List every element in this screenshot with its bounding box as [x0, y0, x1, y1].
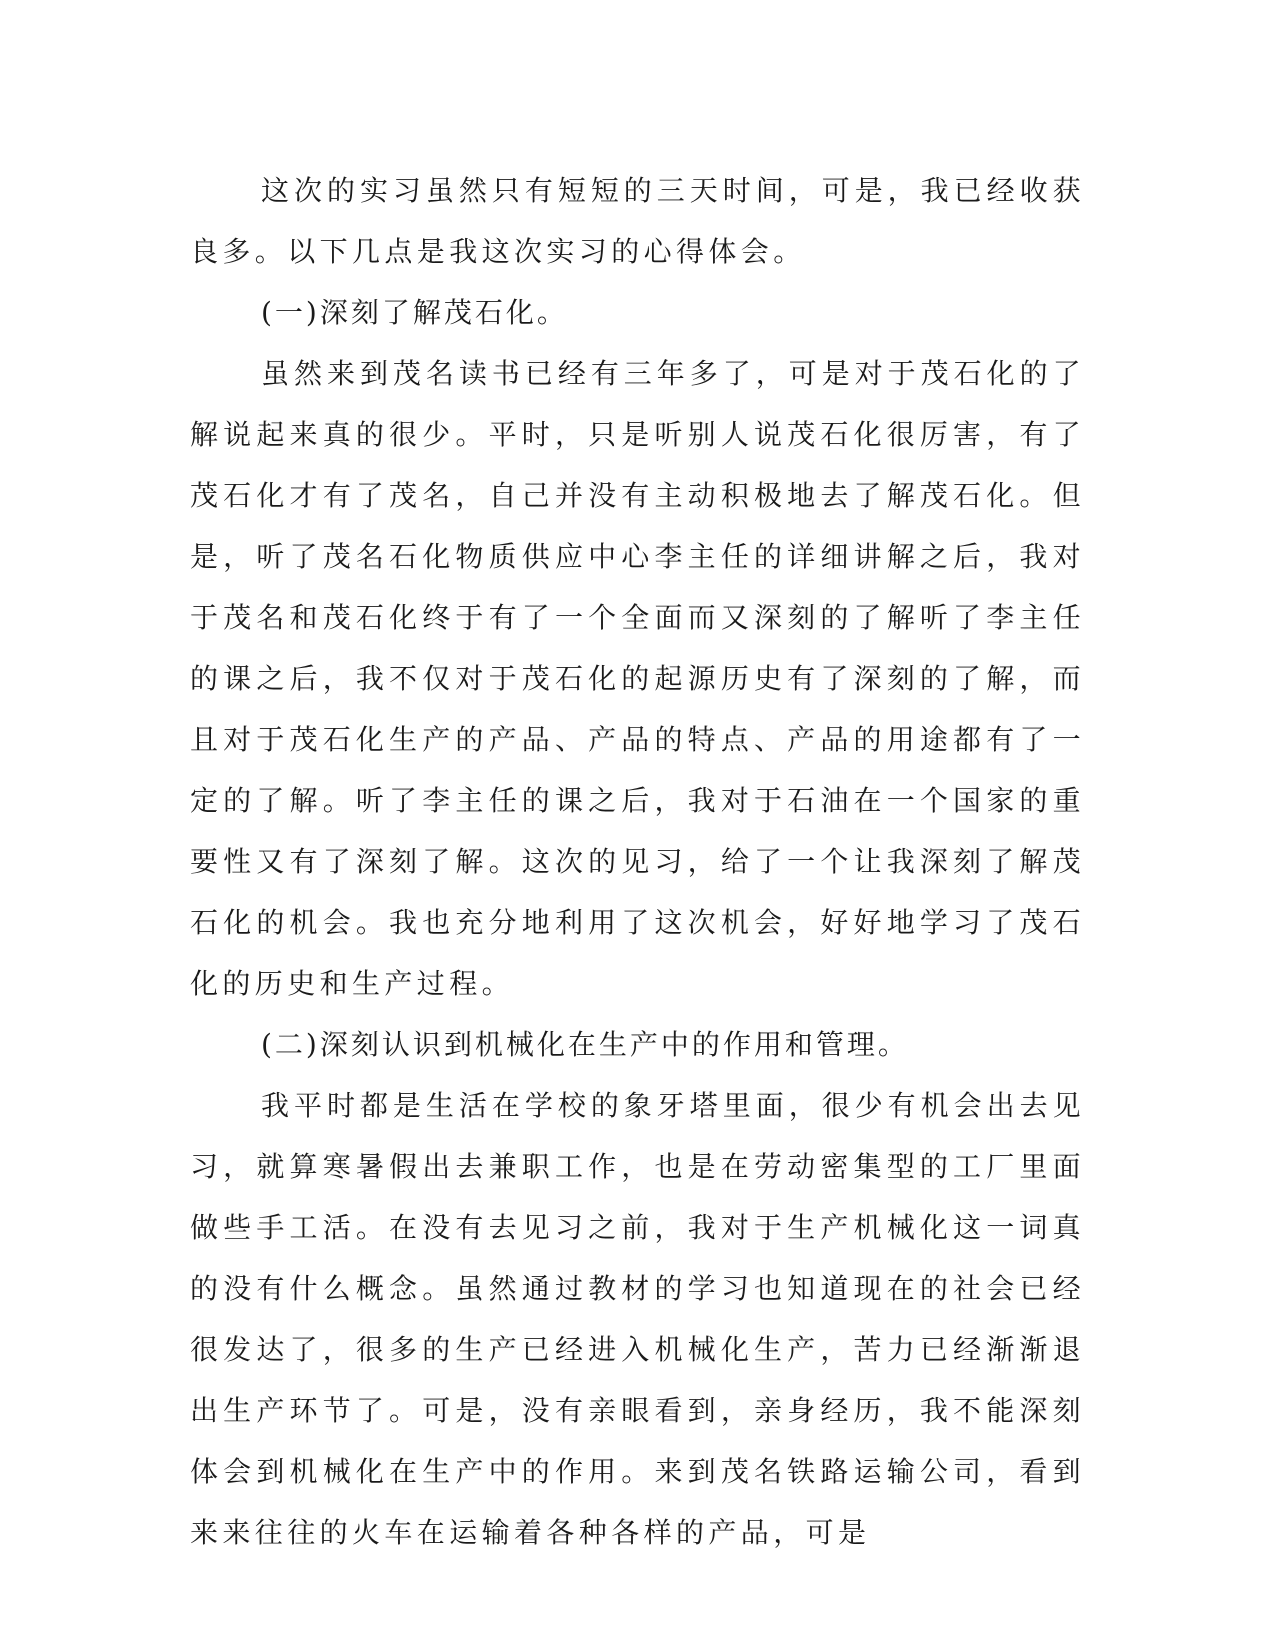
paragraph-section-2: 我平时都是生活在学校的象牙塔里面，很少有机会出去见习，就算寒暑假出去兼职工作，也是在劳动密集型的工厂里面做些手工活。在没有去见习之前，我对于生产机械化这一词真的没有什么概念。虽然通过教材的学习也知道现在的社会已经很发达了，很多的生产已经进入机械化生产，苦力已经渐渐退出生产环节了。可是，没有亲眼看到，亲身经历，我不能深刻体会到机械化在生产中的作用。来到茂名铁路运输公司，看到来来往往的火车在运输着各种各样的产品，可是: [190, 1089, 1085, 1549]
section-heading-1: (一)深刻了解茂石化。: [261, 296, 568, 329]
paragraph-intro: 这次的实习虽然只有短短的三天时间，可是，我已经收获良多。以下几点是我这次实习的心得体会。: [190, 174, 1085, 268]
paragraph-section-1: 虽然来到茂名读书已经有三年多了，可是对于茂石化的了解说起来真的很少。平时，只是听别人说茂石化很厉害，有了茂石化才有了茂名，自己并没有主动积极地去了解茂石化。但是，听了茂名石化物质供应中心李主任的详细讲解之后，我对于茂名和茂石化终于有了一个全面而又深刻的了解听了李主任的课之后，我不仅对于茂石化的起源历史有了深刻的了解，而且对于茂石化生产的产品、产品的特点、产品的用途都有了一定的了解。听了李主任的课之后，我对于石油在一个国家的重要性又有了深刻了解。这次的见习，给了一个让我深刻了解茂石化的机会。我也充分地利用了这次机会，好好地学习了茂石化的历史和生产过程。: [190, 357, 1085, 1000]
section-heading-2: (二)深刻认识到机械化在生产中的作用和管理。: [261, 1028, 909, 1061]
document-body: [190, 160, 1085, 1563]
